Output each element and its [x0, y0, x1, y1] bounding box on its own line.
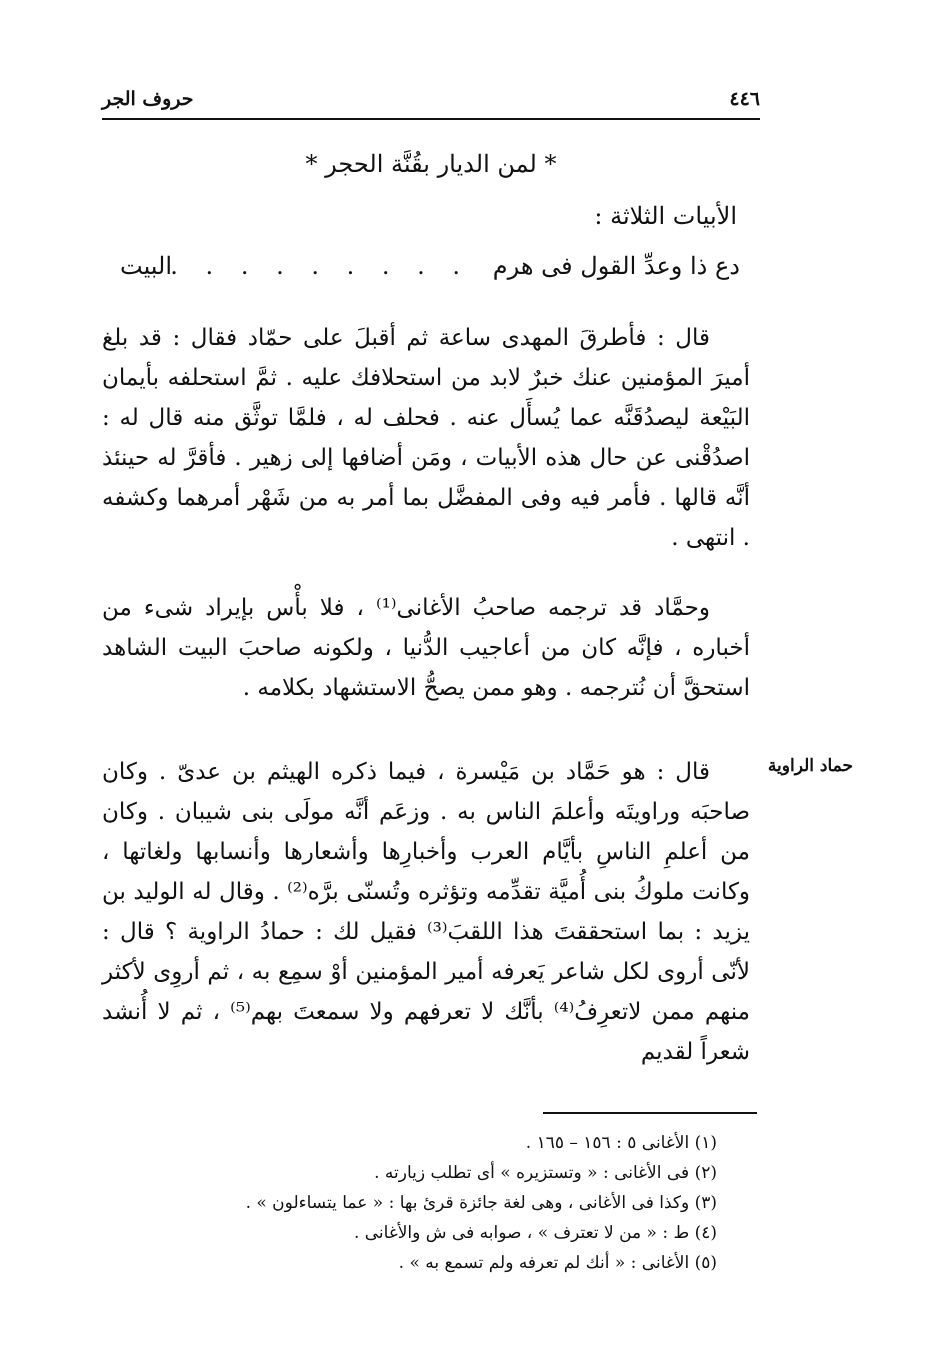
- footnote-divider: [543, 1112, 757, 1114]
- footnote-1: (١) الأغانى ٥ : ١٥٦ – ١٦٥ .: [525, 1133, 717, 1153]
- page-header: [102, 88, 760, 120]
- verse-ellipsis: . . . . . . . . .: [170, 252, 470, 280]
- verse-hemistich: دع ذا وعدِّ القول فى هرم: [492, 252, 740, 280]
- verses-label: الأبيات الثلاثة :: [594, 202, 737, 230]
- paragraph-3: قال : هو حَمَّاد بن مَيْسرة ، فيما ذكره الهيثم بن عدىّ . وكان صاحبَه وراويتَه وأعلمَ الناس به . وزعَم أنَّه مولَى بنى شيبان . وكان من أعلمِ الناسِ بأيَّام العرب وأخبارِها وأشعارها وأنسابها ولغاتها ، وكانت ملوكُ بنى أُميَّة تقدِّمه وتؤثره وتُسنّى برَّه⁽²⁾ . وقال له الوليد بن يزيد : بما استحققتَ هذا اللقبَ⁽³⁾ فقيل لك : حمادُ الراوية ؟ قال : لأنّى أروى لكل شاعر يَعرفه أمير المؤمنين أوْ سمِع به ، ثم أروِى لأكثر منهم ممن لاتعرِفُ⁽⁴⁾ بأنَّك لا تعرفهم ولا سمعتَ بهم⁽⁵⁾ ، ثم لا أُنشد شعراً لقديم: [102, 759, 751, 1065]
- margin-note: حماد الراوية: [767, 756, 853, 776]
- footnote-3: (٣) وكذا فى الأغانى ، وهى لغة جائزة قرئ بها : « عما يتساءلون » .: [245, 1193, 717, 1213]
- footnotes: [197, 1128, 717, 1278]
- running-title: حروف الجر: [102, 88, 194, 110]
- footnote-2: (٢) فى الأغانى : « وتستزيره » أى تطلب زيارته .: [374, 1163, 717, 1183]
- verse-line: [120, 252, 740, 286]
- paragraph-2: وحمَّاد قد ترجمه صاحبُ الأغانى⁽¹⁾ ، فلا بأْس بإيراد شىء من أخباره ، فإنَّه كان من أعاجيب الدُّنيا ، ولكونه صاحبَ البيت الشاهد استحقَّ أن نُترجمه . وهو ممن يصحُّ الاستشهاد بكلامه .: [102, 595, 750, 701]
- section-title: * لمن الديار بقُنَّة الحجر *: [305, 150, 557, 178]
- page-number: ٤٤٦: [729, 88, 760, 110]
- footnote-5: (٥) الأغانى : « أنك لم تعرفه ولم تسمع به » .: [398, 1253, 717, 1273]
- footnote-4: (٤) ط : « من لا تعترف » ، صوابه فى ش والأغانى .: [353, 1223, 717, 1243]
- paragraph-1: قال : فأطرقَ المهدى ساعة ثم أقبلَ على حمّاد فقال : قد بلغ أميرَ المؤمنين عنك خبرٌ لابد من استحلافك عليه . ثمَّ استحلفه بأيمان البَيْعة ليصدُقَنَّه عما يُسأَل عنه . فحلف له ، فلمَّا توثَّق منه قال له : اصدُقْنى عن حال هذه الأبيات ، ومَن أضافها إلى زهير . فأقرَّ له حينئذ أنَّه قالها . فأمر فيه وفى المفضَّل بما أمر به من شَهْر أمرهما وكشفه . انتهى .: [102, 325, 750, 551]
- verse-bayt-label: البيت: [120, 252, 173, 280]
